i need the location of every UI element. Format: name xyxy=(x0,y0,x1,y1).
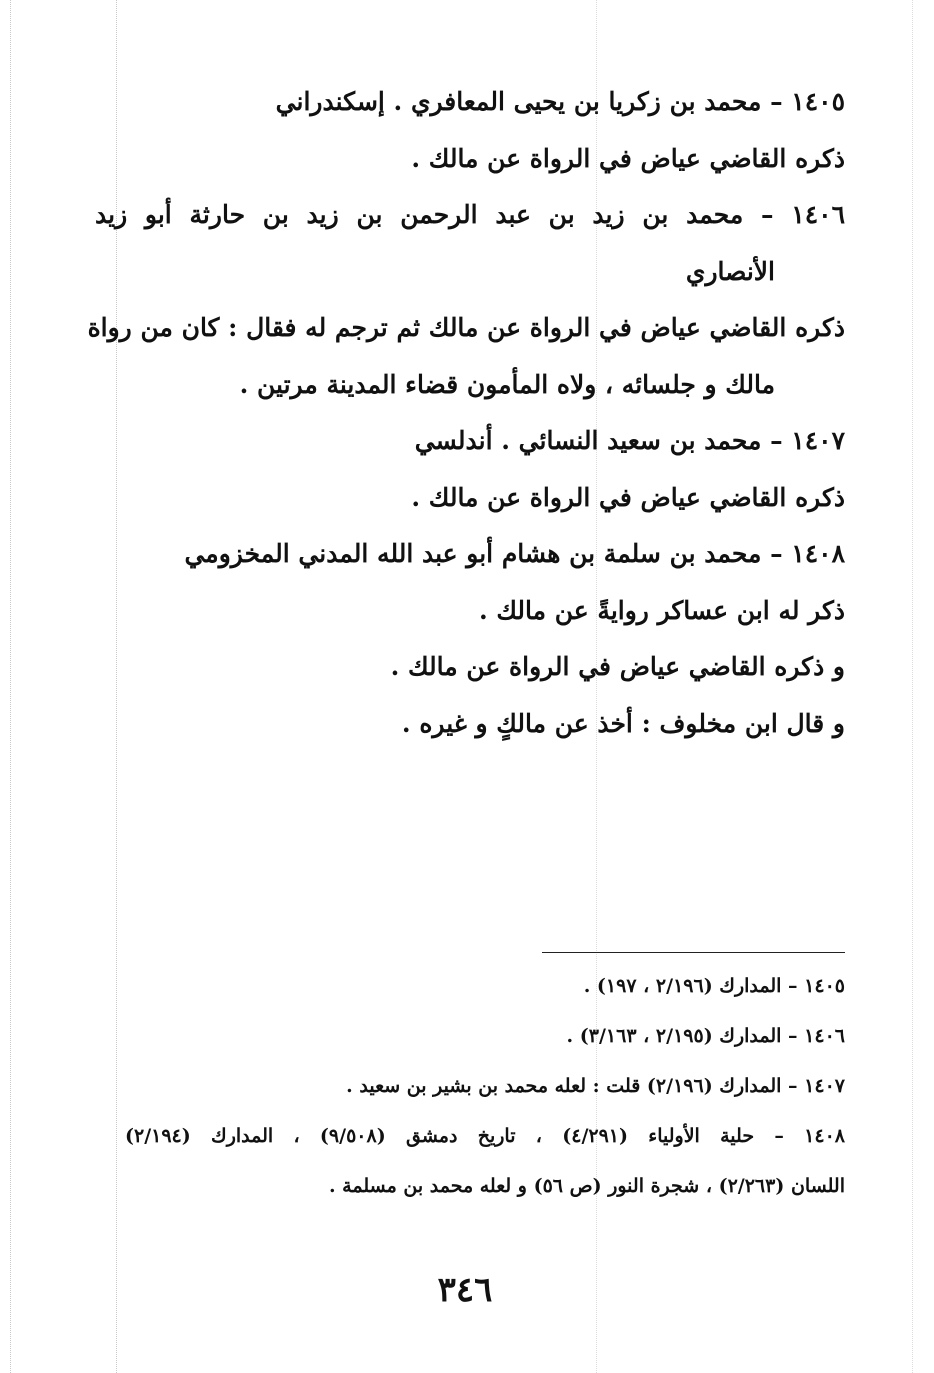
entry-1406-note-continued: مالك و جلسائه ، ولاه المأمون قضاء المدينة مرتين . xyxy=(239,369,775,399)
entry-1408-note-3: و قال ابن مخلوف : أخذ عن مالكٍ و غيره . xyxy=(401,708,845,738)
footnote-1407: ١٤٠٧ – المدارك (٢/١٩٦) قلت : لعله محمد بن بشير بن سعيد . xyxy=(346,1075,845,1097)
entry-1406-heading: ١٤٠٦ – محمد بن زيد بن عبد الرحمن بن زيد بن حارثة أبو زيد xyxy=(95,200,845,229)
scan-artifact-line xyxy=(10,0,11,1373)
page-number: ٣٤٦ xyxy=(437,1270,493,1310)
scan-artifact-line xyxy=(912,0,913,1373)
entry-1407-heading: ١٤٠٧ – محمد بن سعيد النسائي . أندلسي xyxy=(414,426,845,455)
entry-1408-note-2: و ذكره القاضي عياض في الرواة عن مالك . xyxy=(390,652,845,681)
entry-1408-heading: ١٤٠٨ – محمد بن سلمة بن هشام أبو عبد الله المدني المخزومي xyxy=(184,539,845,568)
footnote-1405: ١٤٠٥ – المدارك (٢/١٩٦ ، ١٩٧) . xyxy=(583,975,845,997)
footnote-1408: ١٤٠٨ – حلية الأولياء (٤/٢٩١) ، تاريخ دمشق (٩/٥٠٨) ، المدارك (٢/١٩٤) xyxy=(125,1125,845,1147)
main-text-block xyxy=(87,74,845,752)
entry-1408-note-1: ذكر له ابن عساكر روايةً عن مالك . xyxy=(478,595,845,625)
entry-1405-heading: ١٤٠٥ – محمد بن زكريا بن يحيى المعافري . إسكندراني xyxy=(275,87,845,116)
footnote-separator xyxy=(542,952,845,953)
entry-1405-note: ذكره القاضي عياض في الرواة عن مالك . xyxy=(411,143,845,173)
entry-1407-note: ذكره القاضي عياض في الرواة عن مالك . xyxy=(411,482,845,512)
footnote-1406: ١٤٠٦ – المدارك (٢/١٩٥ ، ٣/١٦٣) . xyxy=(566,1025,845,1047)
footnotes-block xyxy=(125,961,845,1211)
footnote-1408-continued: اللسان (٢/٢٦٣) ، شجرة النور (ص ٥٦) و لعله محمد بن مسلمة . xyxy=(328,1175,845,1197)
entry-1406-note: ذكره القاضي عياض في الرواة عن مالك ثم ترجم له فقال : كان من رواة xyxy=(87,313,845,342)
entry-1406-heading-continued: الأنصاري xyxy=(685,256,775,286)
